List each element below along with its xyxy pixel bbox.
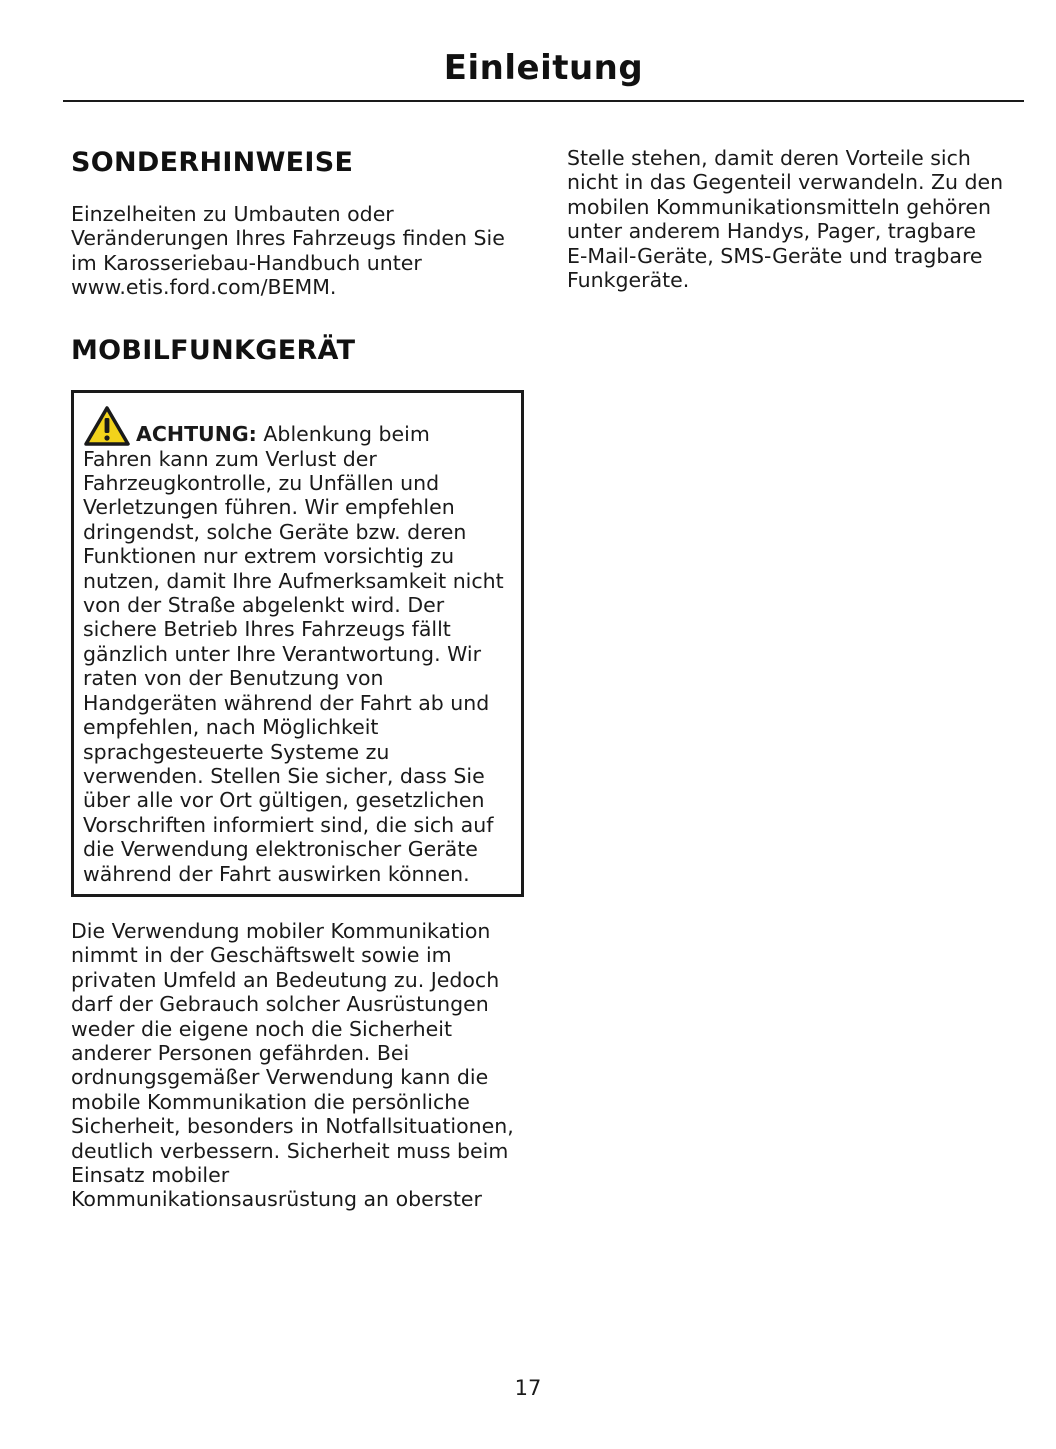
- sonderhinweise-paragraph: Einzelheiten zu Umbauten oder Veränderungen Ihres Fahrzeugs finden Sie im Karosseriebau-Handbuch unter www.etis.ford.com/BEMM.: [71, 202, 505, 300]
- mobilfunk-paragraph-left: Die Verwendung mobiler Kommunikation nimmt in der Geschäftswelt sowie im privaten Umfeld an Bedeutung zu. Jedoch darf der Gebrauch solcher Ausrüstungen weder die eigene noch die Sicherheit anderer Personen gefährden. Bei ordnungsgemäßer Verwendung kann die mobile Kommunikation die persönliche Sicherheit, besonders in Notfallsituationen, deutlich verbessern. Sicherheit muss beim Einsatz mobiler Kommunikationsausrüstung an oberster: [71, 918, 514, 1212]
- page-header: [63, 44, 1024, 102]
- warning-text: Ablenkung beim Fahren kann zum Verlust der Fahrzeugkontrolle, zu Unfällen und Verletzungen führen. Wir empfehlen dringendst, solche Geräte bzw. deren Funktionen nur extrem vorsichtig zu nutzen, damit Ihre Aufmerksamkeit nicht von der Straße abgelenkt wird. Der sichere Betrieb Ihres Fahrzeugs fällt gänzlich unter Ihre Verantwortung. Wir raten von der Benutzung von Handgeräten während der Fahrt ab und empfehlen, nach Möglichkeit sprachgesteuerte Systeme zu verwenden. Stellen Sie sicher, dass Sie über alle vor Ort gültigen, gesetzlichen Vorschriften informiert sind, die sich auf die Verwendung elektronischer Geräte während der Fahrt auswirken können.: [83, 421, 504, 886]
- section-heading-mobilfunkgeraet: MOBILFUNKGERÄT: [71, 334, 356, 366]
- left-column: [71, 146, 521, 1212]
- warning-box: [71, 390, 524, 897]
- page-title: Einleitung: [443, 48, 644, 88]
- section-heading-sonderhinweise: SONDERHINWEISE: [71, 147, 354, 178]
- right-column: [567, 146, 1027, 292]
- page-number: 17: [514, 1376, 542, 1400]
- warning-triangle-icon: [83, 405, 131, 447]
- warning-paragraph: [83, 405, 513, 886]
- warning-label: ACHTUNG:: [136, 421, 257, 446]
- mobilfunk-paragraph-right: Stelle stehen, damit deren Vorteile sich nicht in das Gegenteil verwandeln. Zu den mobilen Kommunikationsmitteln gehören unter anderem Handys, Pager, tragbare E-Mail-Geräte, SMS-Geräte und tragbare Funkgeräte.: [567, 146, 1004, 293]
